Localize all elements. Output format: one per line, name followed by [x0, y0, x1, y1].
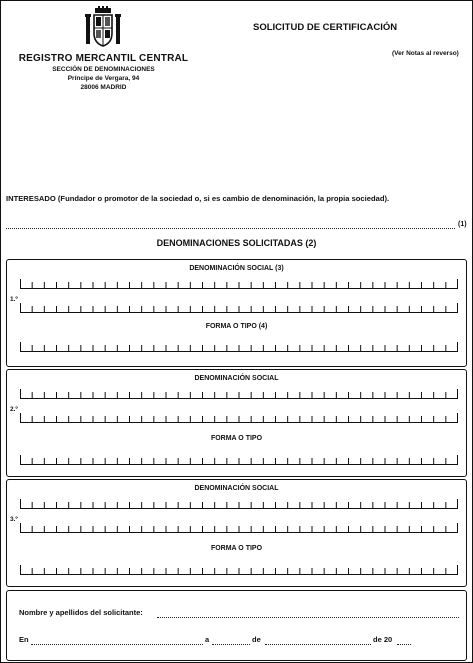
denominacion-char-field[interactable]	[20, 279, 458, 289]
denominacion-box-1	[6, 259, 467, 367]
solicitante-box	[6, 590, 467, 661]
document-title: SOLICITUD DE CERTIFICACIÓN	[253, 22, 398, 33]
registry-name: REGISTRO MERCANTIL CENTRAL	[18, 53, 189, 64]
solicitante-name-label: Nombre y apellidos del solicitante:	[19, 608, 143, 617]
denominacion-label: DENOMINACIÓN SOCIAL (3)	[189, 265, 284, 272]
address-city: 28006 MADRID	[80, 84, 127, 91]
forma-tipo-char-field[interactable]	[20, 342, 458, 352]
denominacion-char-field[interactable]	[20, 303, 458, 313]
denominacion-char-field[interactable]	[20, 523, 458, 533]
denominacion-char-field[interactable]	[20, 413, 458, 423]
forma-tipo-label: FORMA O TIPO (4)	[205, 323, 268, 330]
year-field[interactable]	[397, 644, 411, 645]
place-field[interactable]	[31, 644, 203, 645]
denominacion-box-2	[6, 369, 467, 477]
interesado-field[interactable]	[6, 228, 455, 229]
entry-ordinal: 2.º	[10, 406, 18, 413]
forma-tipo-label: FORMA O TIPO	[210, 435, 263, 442]
day-connector: a	[205, 635, 210, 644]
denominacion-label: DENOMINACIÓN SOCIAL	[194, 485, 279, 492]
denominacion-label: DENOMINACIÓN SOCIAL	[194, 375, 279, 382]
denominacion-box-3	[6, 479, 467, 587]
interesado-label: INTERESADO (Fundador o promotor de la sociedad o, si es cambio de denominación, la propia sociedad).	[6, 194, 390, 203]
solicitante-name-field[interactable]	[157, 617, 459, 618]
forma-tipo-char-field[interactable]	[20, 565, 458, 575]
place-date-row	[19, 635, 459, 649]
denominacion-char-field[interactable]	[20, 499, 458, 509]
place-label: En	[19, 635, 29, 644]
notes-reference: (Ver Notas al reverso)	[392, 50, 459, 57]
address-street: Príncipe de Vergara, 94	[67, 75, 140, 82]
denominacion-char-field[interactable]	[20, 389, 458, 399]
forma-tipo-char-field[interactable]	[20, 455, 458, 465]
section-name: SECCIÓN DE DENOMINACIONES	[52, 66, 155, 73]
entry-ordinal: 3.º	[10, 516, 18, 523]
denominaciones-title: DENOMINACIONES SOLICITADAS (2)	[156, 238, 317, 248]
month-connector: de	[252, 635, 261, 644]
day-field[interactable]	[212, 644, 250, 645]
year-prefix: de 20	[373, 635, 393, 644]
forma-tipo-label: FORMA O TIPO	[210, 545, 263, 552]
coat-of-arms-icon	[85, 6, 121, 48]
month-field[interactable]	[265, 644, 371, 645]
interesado-note-marker: (1)	[458, 221, 467, 228]
entry-ordinal: 1.º	[10, 296, 18, 303]
